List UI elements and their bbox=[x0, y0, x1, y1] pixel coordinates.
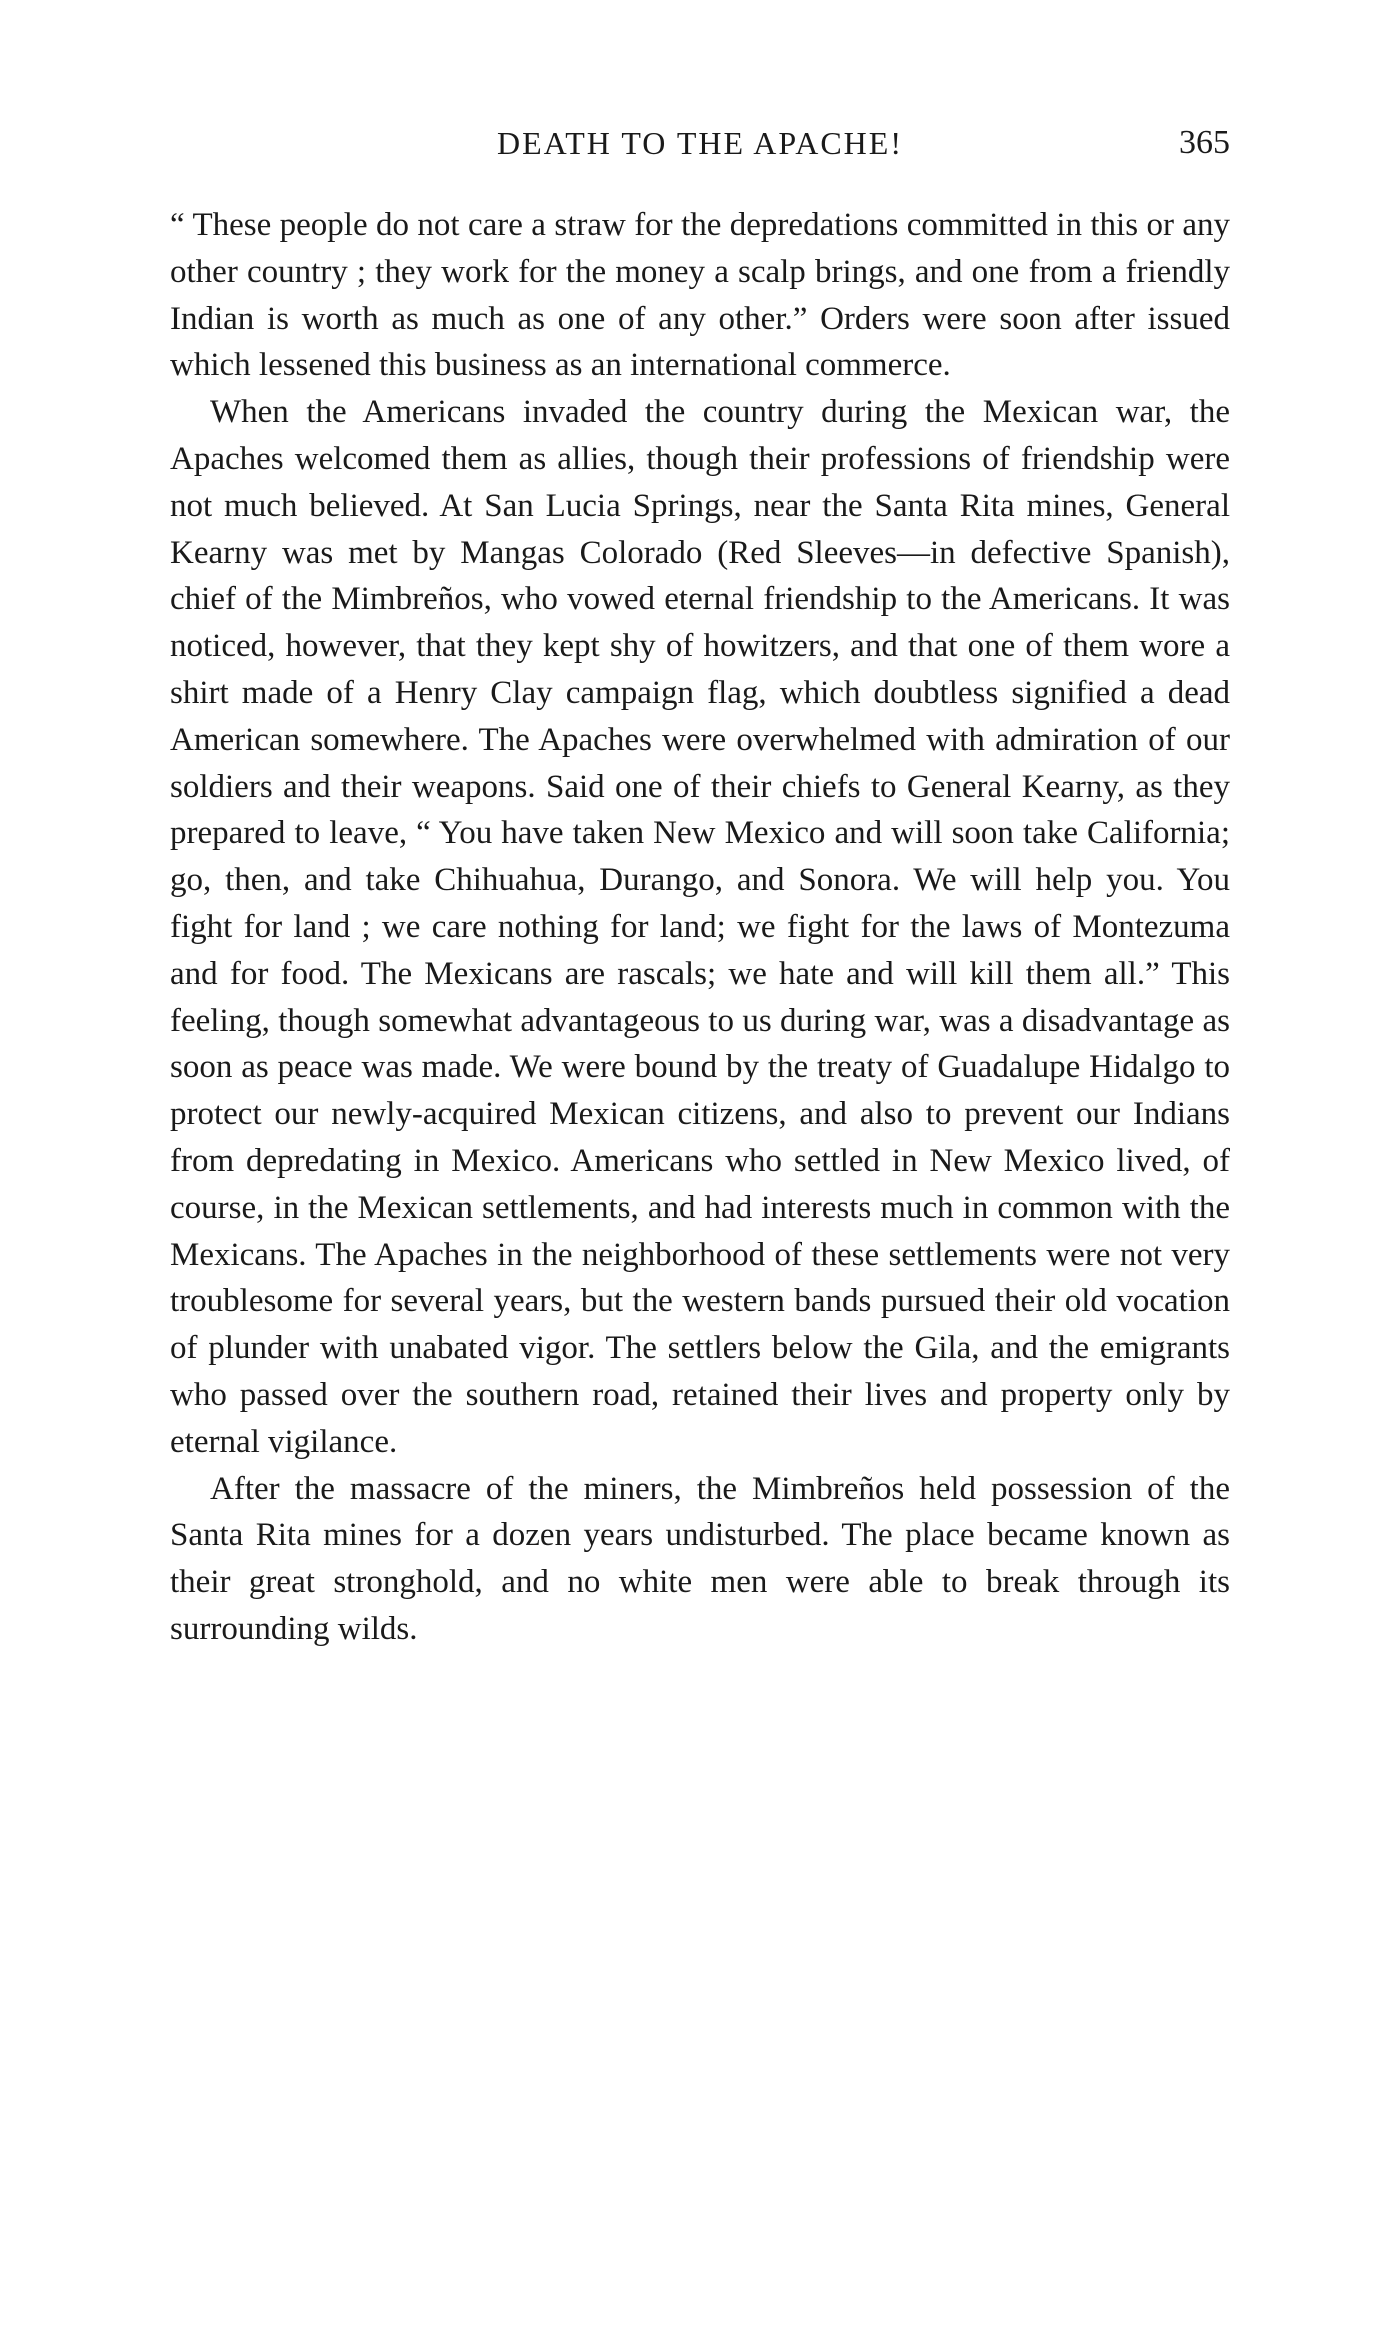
body-text bbox=[170, 202, 1230, 1653]
page-number: 365 bbox=[1179, 124, 1230, 161]
paragraph-2: When the Americans invaded the country during the Mexican war, the Apaches welcomed them as allies, though their professions of friendship were not much believed. At San Lucia Springs, near the Santa Rita mines, General Kearny was met by Mangas Colorado (Red Sleeves—in defective Spanish), chief of the Mimbreños, who vowed eternal friendship to the Americans. It was noticed, however, that they kept shy of howitzers, and that one of them wore a shirt made of a Henry Clay campaign flag, which doubtless signified a dead American somewhere. The Apaches were overwhelmed with admiration of our soldiers and their weapons. Said one of their chiefs to General Kearny, as they prepared to leave, “ You have taken New Mexico and will soon take California; go, then, and take Chihuahua, Durango, and Sonora. We will help you. You fight for land ; we care nothing for land; we fight for the laws of Montezuma and for food. The Mexicans are rascals; we hate and will kill them all.” This feeling, though somewhat advantageous to us during war, was a disadvantage as soon as peace was made. We were bound by the treaty of Guadalupe Hidalgo to protect our newly-acquired Mexican citizens, and also to prevent our Indians from depredating in Mexico. Americans who settled in New Mexico lived, of course, in the Mexican settlements, and had interests much in common with the Mexicans. The Apaches in the neighborhood of these settlements were not very troublesome for several years, but the western bands pursued their old vocation of plunder with unabated vigor. The settlers below the Gila, and the emigrants who passed over the southern road, retained their lives and property only by eternal vigilance. bbox=[170, 394, 1230, 1460]
paragraph-3: After the massacre of the miners, the Mimbreños held possession of the Santa Rita mines for a dozen years undisturbed. The place became known as their great stronghold, and no white men were able to break through its surrounding wilds. bbox=[170, 1470, 1230, 1647]
running-title: DEATH TO THE APACHE! bbox=[497, 125, 903, 161]
running-head bbox=[170, 118, 1230, 168]
paragraph-1: “ These people do not care a straw for the depredations committed in this or any other country ; they work for the money a scalp brings, and one from a friendly Indian is worth as much as one of any other.” Orders were soon after issued which lessened this business as an international commerce. bbox=[170, 207, 1230, 384]
